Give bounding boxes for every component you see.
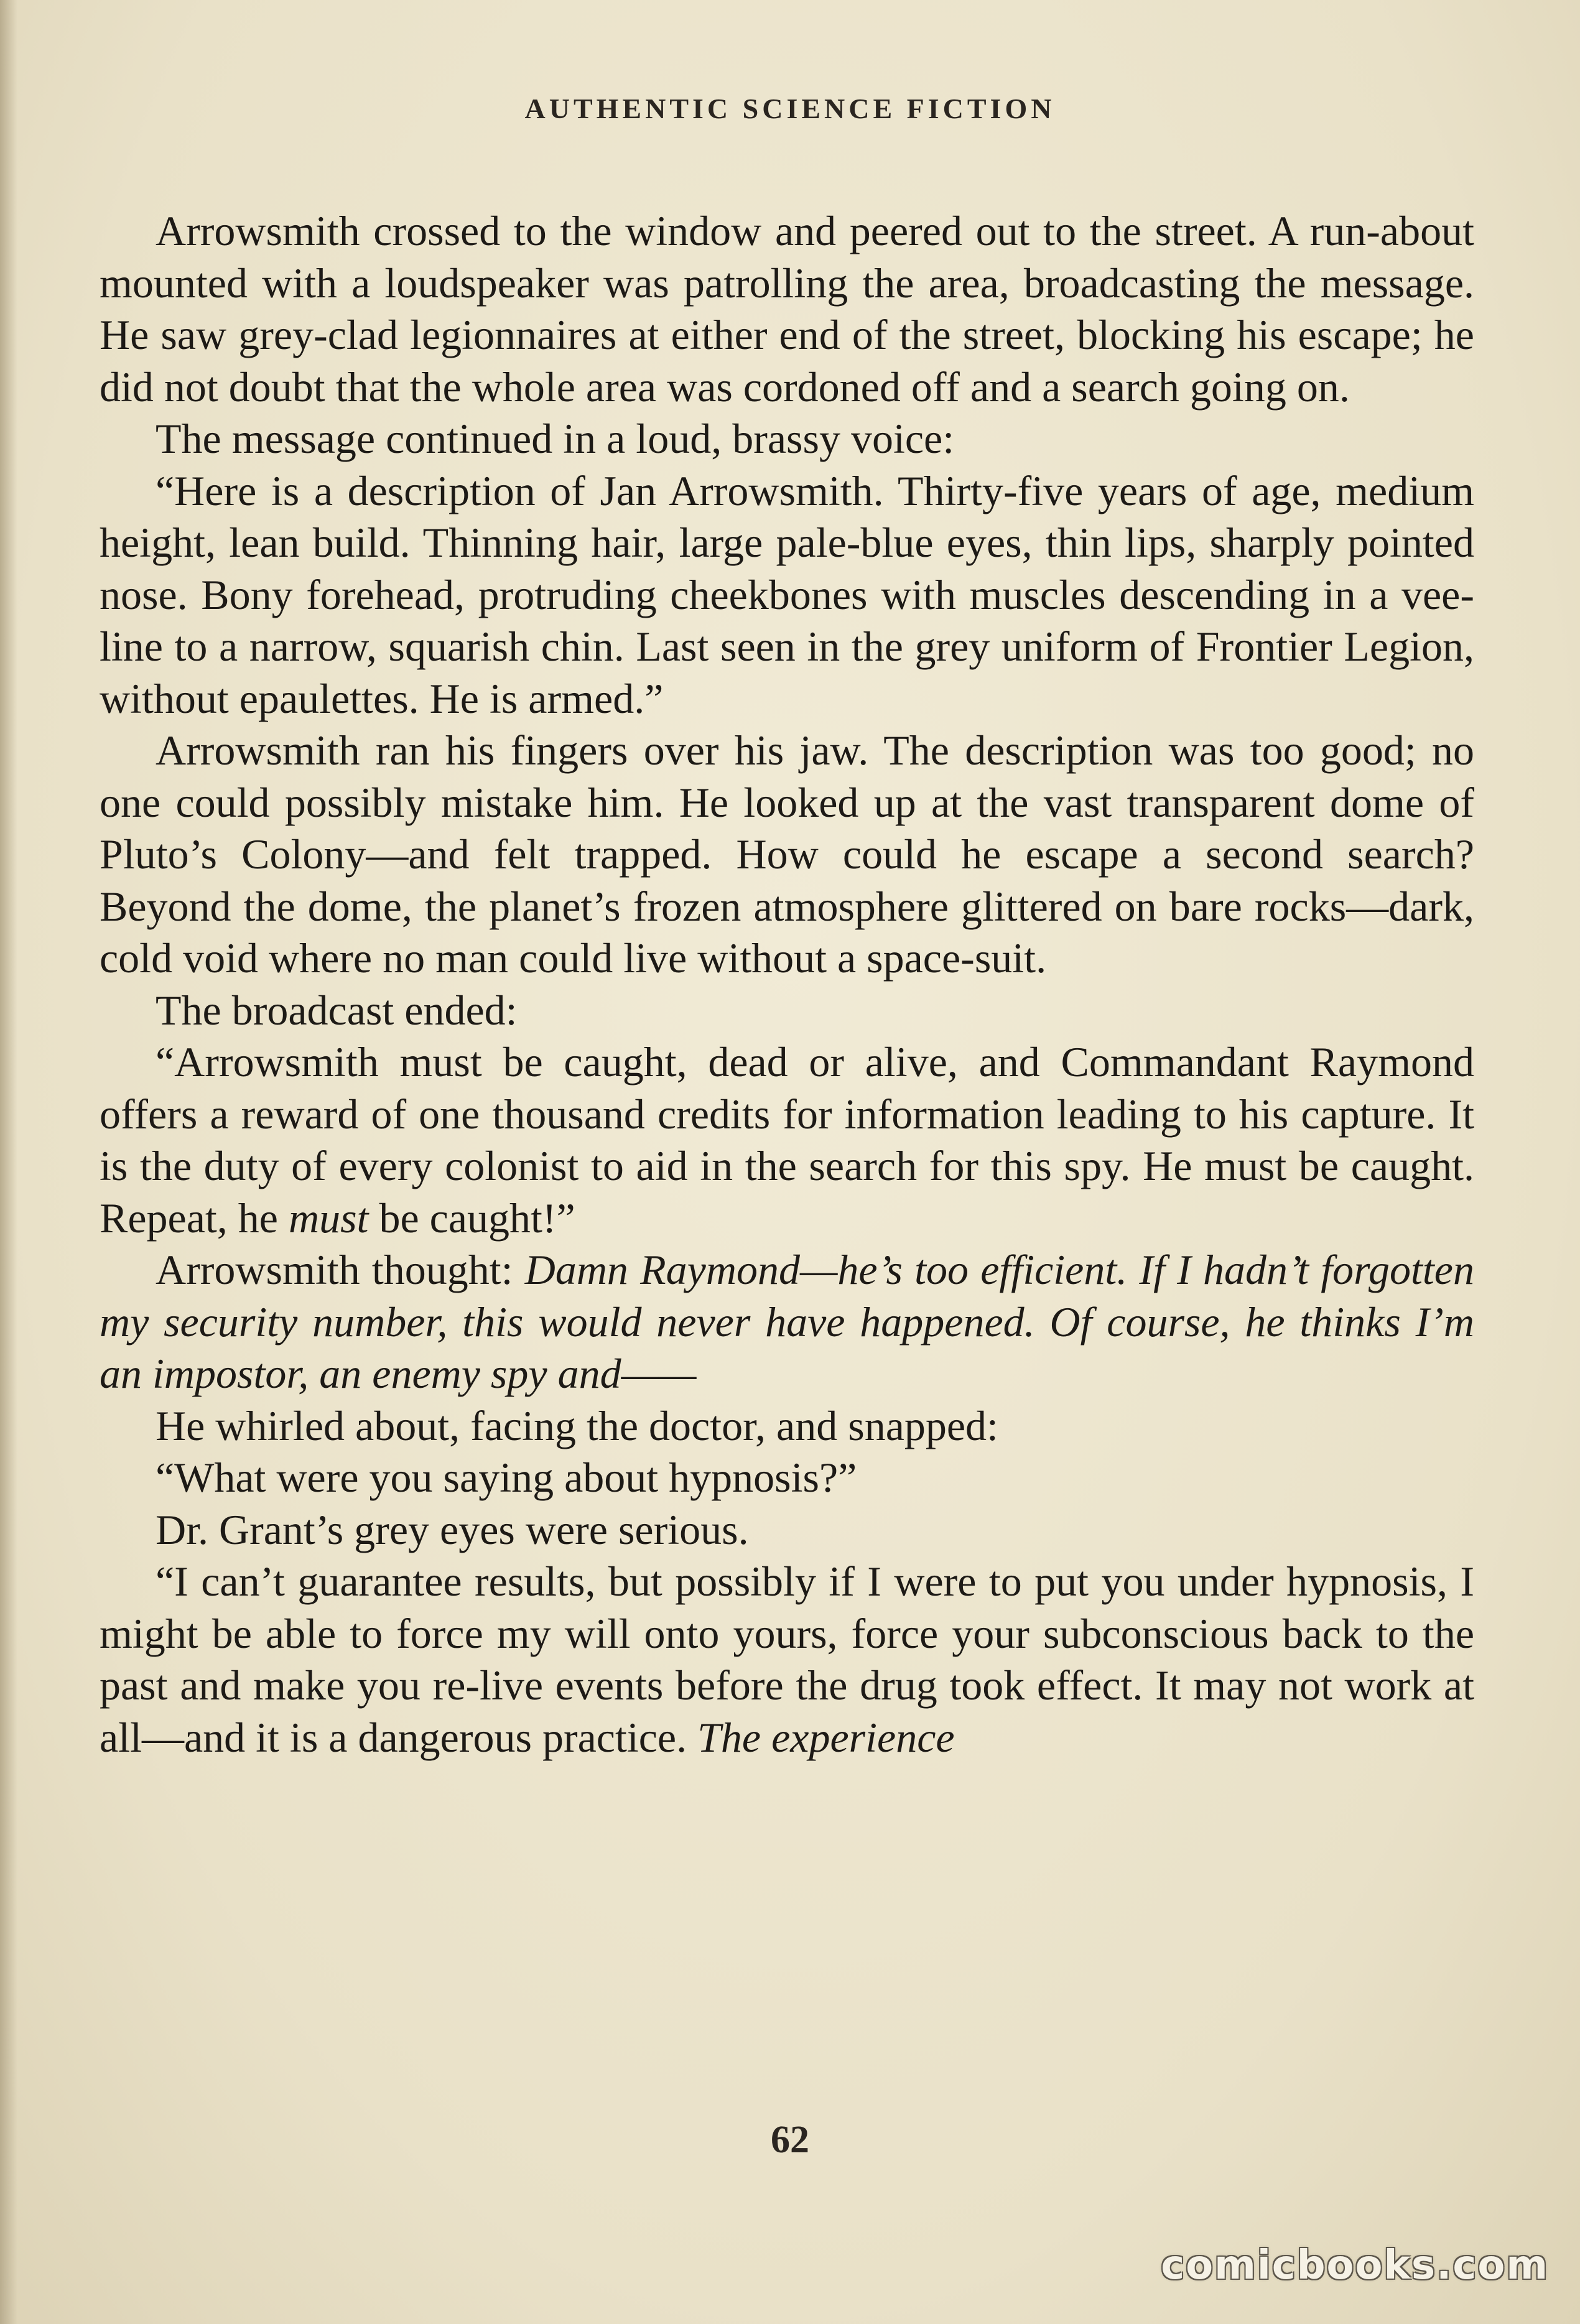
paragraph <box>100 1244 1474 1400</box>
paragraph: Arrowsmith ran his fingers over his jaw. The description was too good; no one could possibly mistake him. He looked up at the vast transparent dome of Pluto’s Colony—and felt trapped. How could he escape a second search? Beyond the dome, the planet’s frozen atmosphere glittered on bare rocks—dark, cold void where no man could live without a space-suit. <box>100 727 1474 982</box>
paragraph: “Here is a description of Jan Arrowsmith. Thirty-five years of age, medium height, lean build. Thinning hair, large pale-blue eyes, thin lips, sharply pointed nose. Bony forehead, protruding cheekbones with muscles descending in a vee-line to a narrow, squarish chin. Last seen in the grey uniform of Frontier Legion, without epaulettes. He is armed.” <box>100 467 1474 722</box>
page-edge-shadow <box>0 0 17 2324</box>
paragraph-emphasis: The experience <box>697 1713 955 1761</box>
paragraph: “What were you saying about hypnosis?” <box>156 1454 857 1501</box>
running-head: AUTHENTIC SCIENCE FICTION <box>524 93 1056 124</box>
watermark: comicbooks.com <box>1161 2243 1549 2289</box>
paragraph: Dr. Grant’s grey eyes were serious. <box>156 1505 749 1553</box>
paragraph-text: Arrowsmith thought: <box>156 1246 525 1293</box>
paragraph: The message continued in a loud, brassy voice: <box>156 415 955 462</box>
page-number: 62 <box>771 2119 809 2161</box>
paragraph-text: “Arrowsmith must be caught, dead or alive, and Commandant Raymond offers a reward of one thousand credits for information leading to his capture. It is the duty of every colonist to aid in the search for this spy. He must be caught. Repeat, he <box>100 1038 1474 1242</box>
paragraph-text: be caught!” <box>368 1194 575 1242</box>
paragraph-text: “I can’t guarantee results, but possibly if I were to put you under hypnosis, I might be able to force my will onto yours, force your subconscious back to the past and make you re-live events before the drug took effect. It may not work at all—and it is a dangerous practice. <box>100 1558 1474 1761</box>
paragraph: Arrowsmith crossed to the window and peered out to the street. A run-about mounted with a loudspeaker was patrolling the area, broadcasting the message. He saw grey-clad legionnaires at either end of the street, blocking his escape; he did not doubt that the whole area was cordoned off and a search going on. <box>100 207 1474 411</box>
paragraph: He whirled about, facing the doctor, and snapped: <box>156 1401 998 1449</box>
paragraph <box>100 1556 1474 1764</box>
paragraph: The broadcast ended: <box>156 986 518 1034</box>
paragraph-emphasis: Damn Raymond—he’s too efficient. If I hadn’t forgotten my security number, this would never have happened. Of course, he thinks I’m an impostor, an enemy spy and—— <box>100 1246 1474 1397</box>
paragraph-emphasis: must <box>288 1194 369 1242</box>
paragraph <box>100 1036 1474 1244</box>
body-text <box>100 205 1474 1764</box>
